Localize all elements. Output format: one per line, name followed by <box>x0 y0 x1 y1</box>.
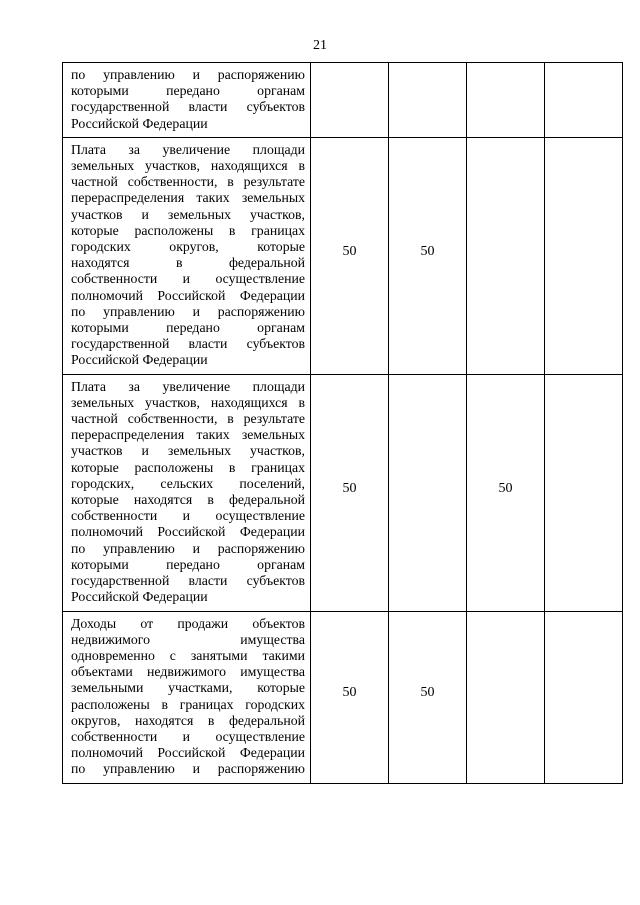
description-line: которыми передано органам <box>71 83 305 99</box>
description-line: недвижимого имущества <box>71 631 305 647</box>
description-line: полномочий Российской Федерации <box>71 745 305 761</box>
table-row <box>63 374 623 611</box>
norm-value: 50 <box>342 243 357 259</box>
description-line: частной собственности, в результате <box>71 411 305 427</box>
description-line: Плата за увеличение площади <box>71 378 305 394</box>
norm-value-cell-3 <box>467 137 545 374</box>
norm-value-cell-4 <box>545 137 623 374</box>
description-line: по управлению и распоряжению <box>71 761 305 777</box>
page-number: 21 <box>313 38 327 53</box>
description-line: земельными участками, которые <box>71 680 305 696</box>
norm-value-cell-2 <box>389 137 467 374</box>
income-description-cell <box>63 63 311 138</box>
description-line: собственности и осуществление <box>71 271 305 287</box>
norm-value-cell-1 <box>311 374 389 611</box>
description-line: которые находятся в федеральной <box>71 492 305 508</box>
norm-value-cell-1 <box>311 137 389 374</box>
norm-value: 50 <box>342 685 357 701</box>
norm-value-cell-1 <box>311 63 389 138</box>
description-line: которые расположены в границах <box>71 222 305 238</box>
table-row <box>63 137 623 374</box>
description-line: по управлению и распоряжению <box>71 67 305 82</box>
norm-value-cell-3 <box>467 611 545 783</box>
description-line: частной собственности, в результате <box>71 174 305 190</box>
description-line: государственной власти субъектов <box>71 336 305 352</box>
revenue-distribution-table <box>62 62 623 784</box>
norm-value: 50 <box>420 243 435 259</box>
description-line: находятся в федеральной <box>71 255 305 271</box>
norm-value: 50 <box>342 480 357 496</box>
norm-value-cell-1 <box>311 611 389 783</box>
norm-value-cell-4 <box>545 374 623 611</box>
description-line: городских, сельских поселений, <box>71 475 305 491</box>
income-description-text <box>63 375 310 611</box>
description-line: Российской Федерации <box>71 352 208 368</box>
description-line: участков и земельных участков, <box>71 443 305 459</box>
description-line: округов, находятся в федеральной <box>71 712 305 728</box>
income-description-text <box>63 138 310 374</box>
income-description-cell <box>63 137 311 374</box>
income-description-cell <box>63 374 311 611</box>
description-line: объектами недвижимого имущества <box>71 664 305 680</box>
description-line: городских округов, которые <box>71 239 305 255</box>
description-line: которыми передано органам <box>71 556 305 572</box>
norm-value-cell-2 <box>389 374 467 611</box>
description-line: которые расположены в границах <box>71 459 305 475</box>
description-line: по управлению и распоряжению <box>71 303 305 319</box>
norm-value: 50 <box>420 685 435 701</box>
description-line: Плата за увеличение площади <box>71 141 305 157</box>
description-line: полномочий Российской Федерации <box>71 287 305 303</box>
description-line: расположены в границах городских <box>71 696 305 712</box>
norm-value-cell-2 <box>389 63 467 138</box>
description-line: по управлению и распоряжению <box>71 540 305 556</box>
description-line: полномочий Российской Федерации <box>71 524 305 540</box>
norm-value: 50 <box>498 480 513 496</box>
description-line: собственности и осуществление <box>71 728 305 744</box>
description-line: Российской Федерации <box>71 589 208 605</box>
norm-value-cell-3 <box>467 374 545 611</box>
description-line: собственности и осуществление <box>71 508 305 524</box>
table-row <box>63 63 623 138</box>
description-line: одновременно с занятыми такими <box>71 647 305 663</box>
norm-value-cell-4 <box>545 611 623 783</box>
income-description-cell <box>63 611 311 783</box>
description-line: перераспределения таких земельных <box>71 190 305 206</box>
norm-value-cell-2 <box>389 611 467 783</box>
description-line: Российской Федерации <box>71 115 208 131</box>
description-line: участков и земельных участков, <box>71 206 305 222</box>
description-line: земельных участков, находящихся в <box>71 394 305 410</box>
description-line: государственной власти субъектов <box>71 573 305 589</box>
income-description-text <box>63 612 310 783</box>
description-line: перераспределения таких земельных <box>71 427 305 443</box>
description-line: Доходы от продажи объектов <box>71 615 305 631</box>
norm-value-cell-4 <box>545 63 623 138</box>
description-line: земельных участков, находящихся в <box>71 158 305 174</box>
norm-value-cell-3 <box>467 63 545 138</box>
table-row <box>63 611 623 783</box>
description-line: которыми передано органам <box>71 320 305 336</box>
income-description-text <box>63 63 310 137</box>
description-line: государственной власти субъектов <box>71 99 305 115</box>
